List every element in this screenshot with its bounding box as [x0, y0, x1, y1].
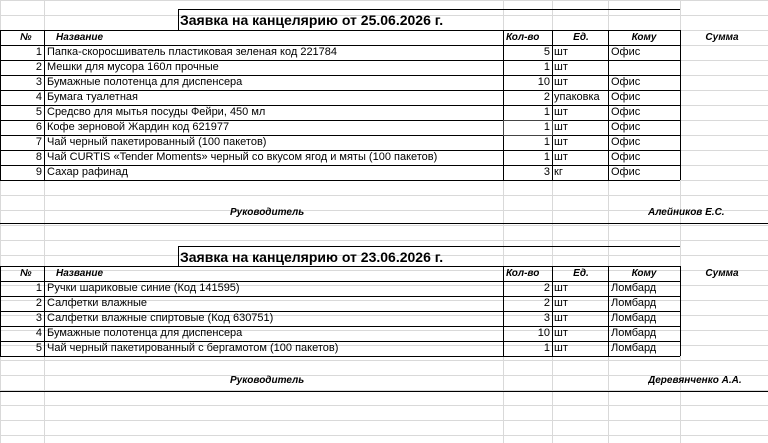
- item-name[interactable]: Чай CURTIS «Tender Moments» черный со вкусом ягод и мяты (100 пакетов): [47, 151, 438, 163]
- item-quantity[interactable]: 1: [543, 342, 550, 354]
- item-recipient[interactable]: Ломбард: [611, 282, 657, 294]
- item-unit[interactable]: шт: [554, 342, 568, 354]
- manager-signatory[interactable]: Алейников Е.С.: [648, 207, 725, 218]
- item-quantity[interactable]: 5: [543, 46, 550, 58]
- item-quantity[interactable]: 3: [543, 312, 550, 324]
- item-unit[interactable]: шт: [554, 106, 568, 118]
- item-name[interactable]: Чай черный пакетированный с бергамотом (100 пакетов): [47, 342, 339, 354]
- item-recipient[interactable]: Офис: [611, 76, 641, 88]
- row-number[interactable]: 2: [35, 61, 42, 73]
- item-unit[interactable]: шт: [554, 46, 568, 58]
- item-recipient[interactable]: [611, 60, 679, 75]
- item-quantity[interactable]: 1: [543, 121, 550, 133]
- item-name[interactable]: Салфетки влажные: [47, 297, 148, 309]
- item-quantity[interactable]: 2: [543, 297, 550, 309]
- item-recipient[interactable]: Офис: [611, 136, 641, 148]
- item-unit[interactable]: шт: [554, 61, 568, 73]
- item-recipient[interactable]: Ломбард: [611, 327, 657, 339]
- row-number[interactable]: 8: [35, 151, 42, 163]
- item-unit[interactable]: шт: [554, 136, 568, 148]
- manager-label[interactable]: Руководитель: [230, 375, 305, 386]
- row-number[interactable]: 4: [35, 327, 42, 339]
- item-name[interactable]: Чай черный пакетированный (100 пакетов): [47, 136, 267, 148]
- item-unit[interactable]: кг: [554, 166, 563, 178]
- row-number[interactable]: 7: [35, 136, 42, 148]
- header-unit[interactable]: Ед.: [573, 268, 589, 279]
- item-name[interactable]: Средсво для мытья посуды Фейри, 450 мл: [47, 106, 266, 118]
- item-recipient[interactable]: Офис: [611, 46, 641, 58]
- item-unit[interactable]: шт: [554, 297, 568, 309]
- item-name[interactable]: Папка-скоросшиватель пластиковая зеленая код 221784: [47, 46, 338, 58]
- header-num[interactable]: №: [20, 32, 32, 43]
- manager-signatory[interactable]: Деревянченко А.А.: [648, 375, 742, 386]
- item-quantity[interactable]: 1: [543, 106, 550, 118]
- item-quantity[interactable]: 1: [543, 61, 550, 73]
- item-name[interactable]: Сахар рафинад: [47, 166, 128, 178]
- item-recipient[interactable]: Офис: [611, 121, 641, 133]
- header-sum[interactable]: Сумма: [705, 32, 739, 43]
- header-name[interactable]: Название: [56, 32, 104, 43]
- item-name[interactable]: Бумажные полотенца для диспенсера: [47, 327, 243, 339]
- row-number[interactable]: 1: [35, 282, 42, 294]
- item-recipient[interactable]: Ломбард: [611, 297, 657, 309]
- item-recipient[interactable]: Ломбард: [611, 312, 657, 324]
- item-recipient[interactable]: Офис: [611, 106, 641, 118]
- header-unit[interactable]: Ед.: [573, 32, 589, 43]
- row-number[interactable]: 5: [35, 106, 42, 118]
- item-recipient[interactable]: Ломбард: [611, 342, 657, 354]
- row-number[interactable]: 9: [35, 166, 42, 178]
- row-number[interactable]: 3: [35, 76, 42, 88]
- item-unit[interactable]: шт: [554, 151, 568, 163]
- row-number[interactable]: 1: [35, 46, 42, 58]
- item-name[interactable]: Кофе зерновой Жардин код 621977: [47, 121, 230, 133]
- item-unit[interactable]: шт: [554, 312, 568, 324]
- row-number[interactable]: 5: [35, 342, 42, 354]
- item-quantity[interactable]: 2: [543, 282, 550, 294]
- item-unit[interactable]: шт: [554, 282, 568, 294]
- item-name[interactable]: Бумага туалетная: [47, 91, 138, 103]
- item-unit[interactable]: шт: [554, 76, 568, 88]
- header-to[interactable]: Кому: [631, 268, 657, 279]
- row-number[interactable]: 3: [35, 312, 42, 324]
- row-number[interactable]: 2: [35, 297, 42, 309]
- item-unit[interactable]: шт: [554, 121, 568, 133]
- item-name[interactable]: Ручки шариковые синие (Код 141595): [47, 282, 240, 294]
- header-sum[interactable]: Сумма: [705, 268, 739, 279]
- item-quantity[interactable]: 3: [543, 166, 550, 178]
- item-unit[interactable]: упаковка: [554, 91, 600, 103]
- table-title[interactable]: Заявка на канцелярию от 25.06.2026 г.: [180, 12, 444, 28]
- item-quantity[interactable]: 1: [543, 136, 550, 148]
- manager-label[interactable]: Руководитель: [230, 207, 305, 218]
- item-recipient[interactable]: Офис: [611, 166, 641, 178]
- item-quantity[interactable]: 1: [543, 151, 550, 163]
- header-num[interactable]: №: [20, 268, 32, 279]
- item-quantity[interactable]: 2: [543, 91, 550, 103]
- item-recipient[interactable]: Офис: [611, 91, 641, 103]
- row-number[interactable]: 4: [35, 91, 42, 103]
- header-qty[interactable]: Кол-во: [506, 268, 540, 279]
- item-recipient[interactable]: Офис: [611, 151, 641, 163]
- item-name[interactable]: Салфетки влажные спиртовые (Код 630751): [47, 312, 274, 324]
- active-cell-selection: [503, 120, 553, 136]
- header-to[interactable]: Кому: [631, 32, 657, 43]
- item-quantity[interactable]: 10: [537, 327, 550, 339]
- row-number[interactable]: 6: [35, 121, 42, 133]
- header-qty[interactable]: Кол-во: [506, 32, 540, 43]
- item-quantity[interactable]: 10: [537, 76, 550, 88]
- item-unit[interactable]: шт: [554, 327, 568, 339]
- item-name[interactable]: Мешки для мусора 160л прочные: [47, 61, 219, 73]
- table-title[interactable]: Заявка на канцелярию от 23.06.2026 г.: [180, 249, 444, 265]
- header-name[interactable]: Название: [56, 268, 104, 279]
- item-name[interactable]: Бумажные полотенца для диспенсера: [47, 76, 243, 88]
